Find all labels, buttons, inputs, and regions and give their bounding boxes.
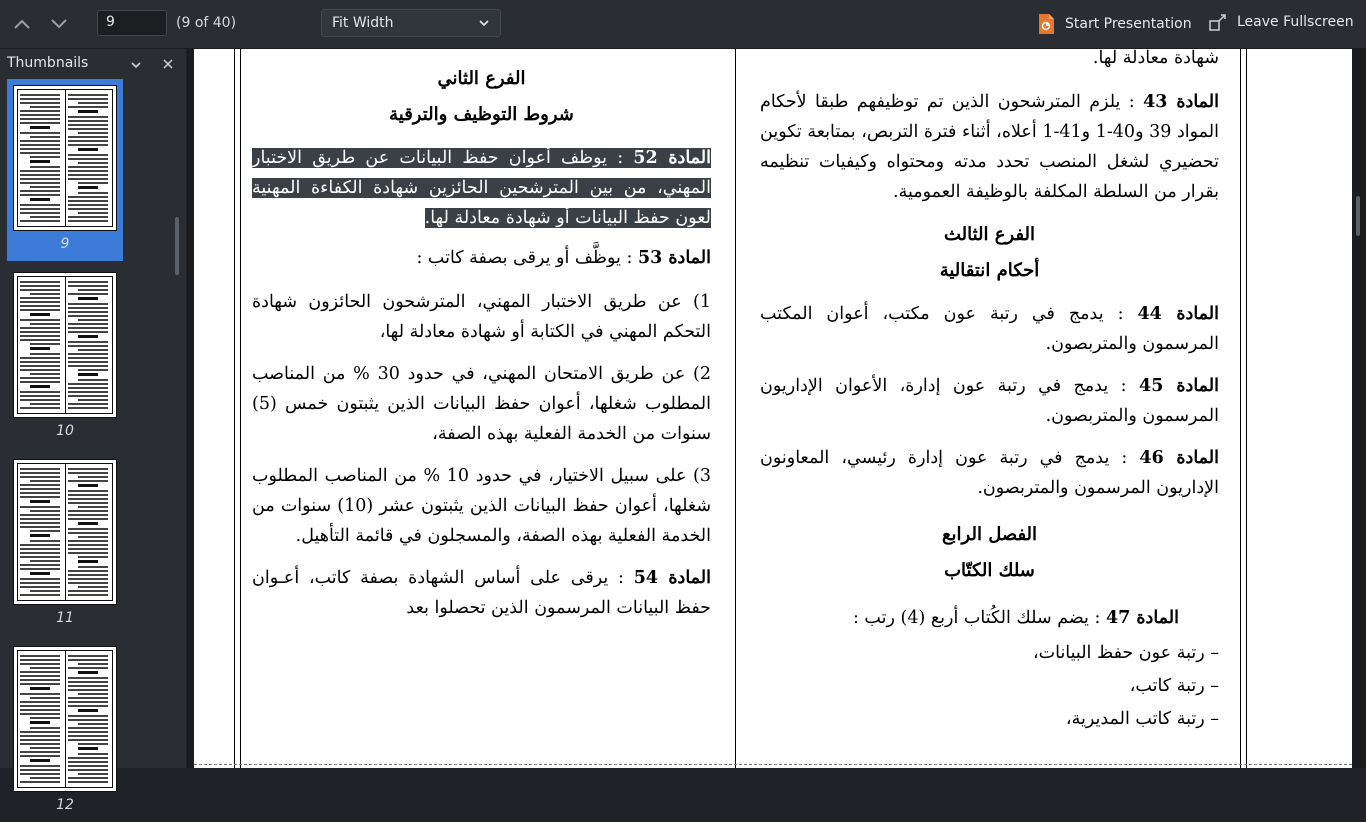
article-text: : يدمج في رتبة عون إدارة رئيسي، المعاونون الإداريون المرسمون والمتربصون.	[760, 448, 1219, 498]
article-title: المادة 47	[1105, 608, 1179, 628]
thumbnail-label: 9	[60, 236, 70, 252]
article-title: المادة 54	[633, 568, 711, 588]
thumbnail-image	[13, 85, 117, 231]
continued-text: شهادة معادلة لها.	[1092, 48, 1219, 68]
thumbnail-page-11[interactable]	[7, 453, 123, 635]
article-text: : يرقى على أساس الشهادة بصفة كاتب، أعـوان حفظ البيانات المرسمون الذين تحصلوا بعد	[252, 568, 711, 618]
leave-fullscreen-label: Leave Fullscreen	[1237, 14, 1354, 30]
thumbnail-page-9[interactable]	[7, 79, 123, 261]
next-page-button[interactable]	[45, 10, 73, 38]
article-text: : يضم سلك الكُتاب أربع (4) رتب :	[852, 608, 1101, 628]
chevron-down-icon	[130, 59, 142, 71]
list-item: – رتبة كاتب،	[1129, 676, 1219, 696]
start-presentation-button[interactable]	[1038, 13, 1192, 35]
sidebar-header	[0, 49, 186, 77]
leave-fullscreen-icon	[1209, 13, 1227, 31]
sidebar-close-button[interactable]	[162, 55, 174, 74]
article-title: المادة 43	[1143, 92, 1219, 112]
article-53-item-1: 1) عن طريق الاختبار المهني، المترشحون الحائزون شهادة التحكم المهني في الكتابة أو شهادة معادلة لها،	[252, 292, 711, 342]
sidebar-scrollbar[interactable]	[175, 217, 179, 275]
chapter-subheading: سلك الكتّاب	[944, 560, 1035, 581]
thumbnail-label: 11	[56, 610, 74, 626]
article-text: : يوظَّف أو يرقى بصفة كاتب :	[416, 248, 633, 268]
article-53-item-3: 3) على سبيل الاختيار، في حدود 10 % من المناصب المطلوب شغلها، أعوان حفظ البيانات الذين يثبتون عشر (10) سنوات من الخدمة الفعلية بهذه الصفة، والمسجلون في قائمة التأهيل.	[252, 466, 711, 546]
page-number-input[interactable]: 9	[97, 10, 167, 36]
chevron-down-icon	[478, 17, 490, 29]
article-text: : يلزم المترشحون الذين تم توظيفهم طبقا لأحكام المواد 39 و40-1 و41-1 أعلاه، أثناء فترة التربص، بمتابعة تكوين تحضيري لشغل المنصب تحدد مدته ومحتواه وكيفيات تنظيمه بقرار من السلطة المكلفة بالوظيفة العمومية.	[760, 92, 1219, 202]
thumbnail-image	[13, 272, 117, 418]
article-text: : يوظف أعوان حفظ البيانات عن طريق الاختبار المهني، من بين المترشحين الحائزين شهادة الكفاءة المهنية لعون حفظ البيانات أو شهادة معادلة لها.	[252, 148, 711, 228]
article-44	[760, 299, 1219, 359]
section-heading: الفرع الثاني	[437, 68, 526, 89]
leave-fullscreen-button[interactable]	[1209, 13, 1354, 31]
article-47	[760, 603, 1179, 633]
article-52[interactable]	[252, 143, 711, 233]
thumbnail-page-12[interactable]	[7, 640, 123, 822]
article-46	[760, 443, 1219, 503]
chapter-heading: الفصل الرابع	[941, 524, 1038, 545]
article-title: المادة 53	[637, 248, 711, 268]
article-text: : يدمج في رتبة عون إدارة، الأعوان الإداريون المرسمون والمتربصون.	[760, 376, 1219, 426]
list-item: – رتبة عون حفظ البيانات،	[1032, 643, 1219, 663]
start-presentation-label: Start Presentation	[1065, 16, 1192, 32]
section-subheading: أحكام انتقالية	[939, 260, 1040, 281]
presentation-icon	[1038, 13, 1055, 35]
section-heading: الفرع الثالث	[943, 224, 1036, 245]
document-viewer[interactable]	[187, 49, 1366, 768]
thumbnail-label: 10	[56, 423, 74, 439]
left-column	[252, 61, 711, 623]
close-icon	[162, 58, 174, 70]
page-count-label: (9 of 40)	[176, 15, 237, 31]
thumbnail-image	[13, 646, 117, 792]
viewer-scrollbar[interactable]	[1356, 196, 1360, 236]
thumbnail-label: 12	[56, 797, 74, 813]
article-title: المادة 52	[633, 148, 711, 168]
thumbnails-sidebar	[0, 49, 186, 813]
article-title: المادة 44	[1137, 304, 1219, 324]
chevron-down-icon	[50, 18, 68, 30]
thumbnail-list	[0, 77, 186, 813]
article-43	[760, 87, 1219, 207]
previous-page-button[interactable]	[8, 10, 36, 38]
article-45	[760, 371, 1219, 431]
section-subheading: شروط التوظيف والترقية	[389, 104, 574, 125]
sidebar-dropdown-button[interactable]	[130, 56, 142, 75]
article-53-item-2: 2) عن طريق الامتحان المهني، في حدود 30 % من المناصب المطلوب شغلها، أعوان حفظ البيانات الذين يثبتون خمس (5) سنوات من الخدمة الفعلية بهذه الصفة،	[252, 364, 711, 444]
thumbnail-image	[13, 459, 117, 605]
list-item: – رتبة كاتب المديرية،	[1065, 709, 1219, 729]
article-title: المادة 45	[1139, 376, 1219, 396]
document-page	[194, 49, 1352, 768]
article-title: المادة 46	[1139, 448, 1219, 468]
article-54	[252, 563, 711, 623]
zoom-select[interactable]	[321, 9, 501, 37]
article-53	[252, 243, 711, 273]
sidebar-title: Thumbnails	[7, 55, 89, 71]
thumbnail-page-10[interactable]	[7, 266, 123, 448]
toolbar	[0, 0, 1366, 49]
chevron-up-icon	[13, 18, 31, 30]
right-column	[760, 43, 1219, 736]
zoom-select-value: Fit Width	[332, 15, 394, 31]
article-text: : يدمج في رتبة عون مكتب، أعوان المكتب المرسمون والمتربصون.	[760, 304, 1219, 354]
